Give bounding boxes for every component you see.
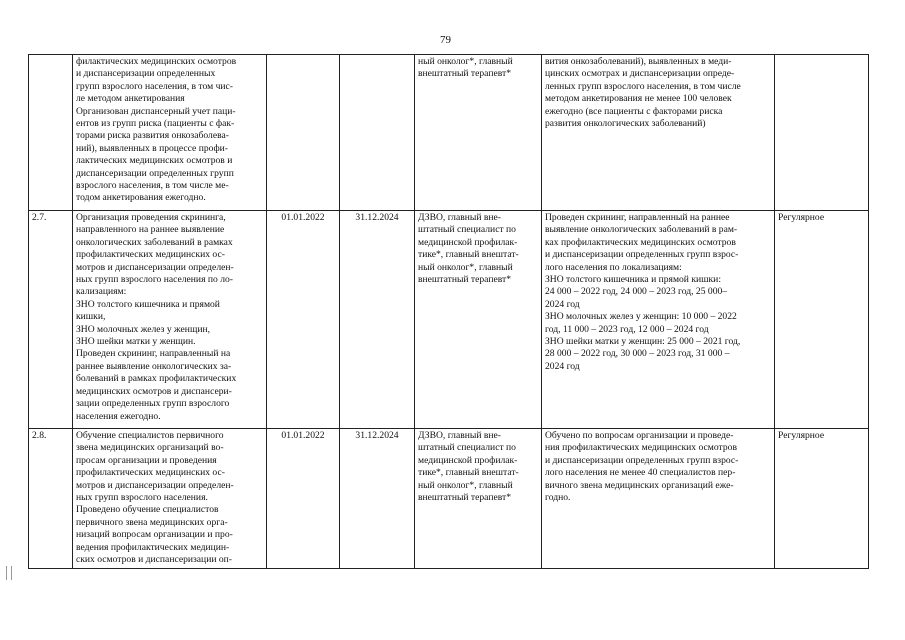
page-number: 79	[440, 34, 451, 46]
end-date-cell: 31.12.2024	[340, 429, 415, 569]
end-date-cell	[340, 55, 415, 211]
activity-cell: филактических медицинских осмотров и диспансеризации определенных групп взрослого населения, в том чис- ле методом анкетирования Организован диспансерный учет паци- ентов из групп риска (пациенты с фак- торами риска развития онкозаболева- ний), выявленных в процессе профи- лактических медицинских осмотров и диспансеризации определенных групп взрослого населения, в том числе ме- тодом анкетирования ежегодно.	[73, 55, 267, 211]
result-cell: Проведен скрининг, направленный на раннее выявление онкологических заболеваний в рам- ках профилактических медицинских осмотров и диспансеризации определенных групп взрос- лого населения по локализациям: ЗНО толстого кишечника и прямой кишки: 24 000 – 2022 год, 24 000 – 2023 год, 25 000– 2024 год ЗНО молочных желез у женщин: 10 000 – 2022 год, 11 000 – 2023 год, 12 000 – 2024 год ЗНО шейки матки у женщин: 25 000 – 2021 год, 28 000 – 2022 год, 30 000 – 2023 год, 31 000 – 2024 год	[542, 211, 775, 429]
row-number: 2.8.	[29, 429, 73, 569]
start-date-cell	[267, 55, 340, 211]
start-date-cell: 01.01.2022	[267, 211, 340, 429]
character-cell: Регулярное	[775, 211, 869, 429]
table-row	[29, 211, 869, 429]
result-cell: Обучено по вопросам организации и проведе- ния профилактических медицинских осмотров и диспансеризации определенных групп взрос- лого населения не менее 40 специалистов пер- вичного звена медицинских организаций еже- годно.	[542, 429, 775, 569]
table-row	[29, 429, 869, 569]
plan-table	[28, 54, 869, 569]
character-cell: Регулярное	[775, 429, 869, 569]
character-cell	[775, 55, 869, 211]
result-cell: вития онкозаболеваний), выявленных в меди- цинских осмотрах и диспансеризации опреде- ленных групп взрослого населения, в том числе методом анкетирования не менее 100 человек ежегодно (все пациенты с факторами риска развития онкологических заболеваний)	[542, 55, 775, 211]
start-date-cell: 01.01.2022	[267, 429, 340, 569]
row-number: 2.7.	[29, 211, 73, 429]
end-date-cell: 31.12.2024	[340, 211, 415, 429]
row-number	[29, 55, 73, 211]
activity-cell: Обучение специалистов первичного звена медицинских организаций во- просам организации и проведения профилактических медицинских ос- мотров и диспансеризации определен- ных групп взрослого населения. Проведено обучение специалистов первичного звена медицинских орга- низаций вопросам организации и про- ведения профилактических медицин- ских осмотров и диспансеризации оп-	[73, 429, 267, 569]
responsible-cell: ный онколог*, главный внештатный терапевт*	[415, 55, 542, 211]
activity-cell: Организация проведения скрининга, направленного на раннее выявление онкологических заболеваний в рамках профилактических медицинских ос- мотров и диспансеризации определен- ных групп взрослого населения по ло- кализациям: ЗНО толстого кишечника и прямой кишки, ЗНО молочных желез у женщин, ЗНО шейки матки у женщин. Проведен скрининг, направленный на раннее выявление онкологических за- болеваний в рамках профилактических медицинских осмотров и диспансери- зации определенных групп взрослого населения ежегодно.	[73, 211, 267, 429]
responsible-cell: ДЗВО, главный вне- штатный специалист по медицинской профилак- тике*, главный внештат- ный онколог*, главный внештатный терапевт*	[415, 211, 542, 429]
responsible-cell: ДЗВО, главный вне- штатный специалист по медицинской профилак- тике*, главный внештат- ный онколог*, главный внештатный терапевт*	[415, 429, 542, 569]
table-row	[29, 55, 869, 211]
margin-mark	[6, 566, 12, 580]
